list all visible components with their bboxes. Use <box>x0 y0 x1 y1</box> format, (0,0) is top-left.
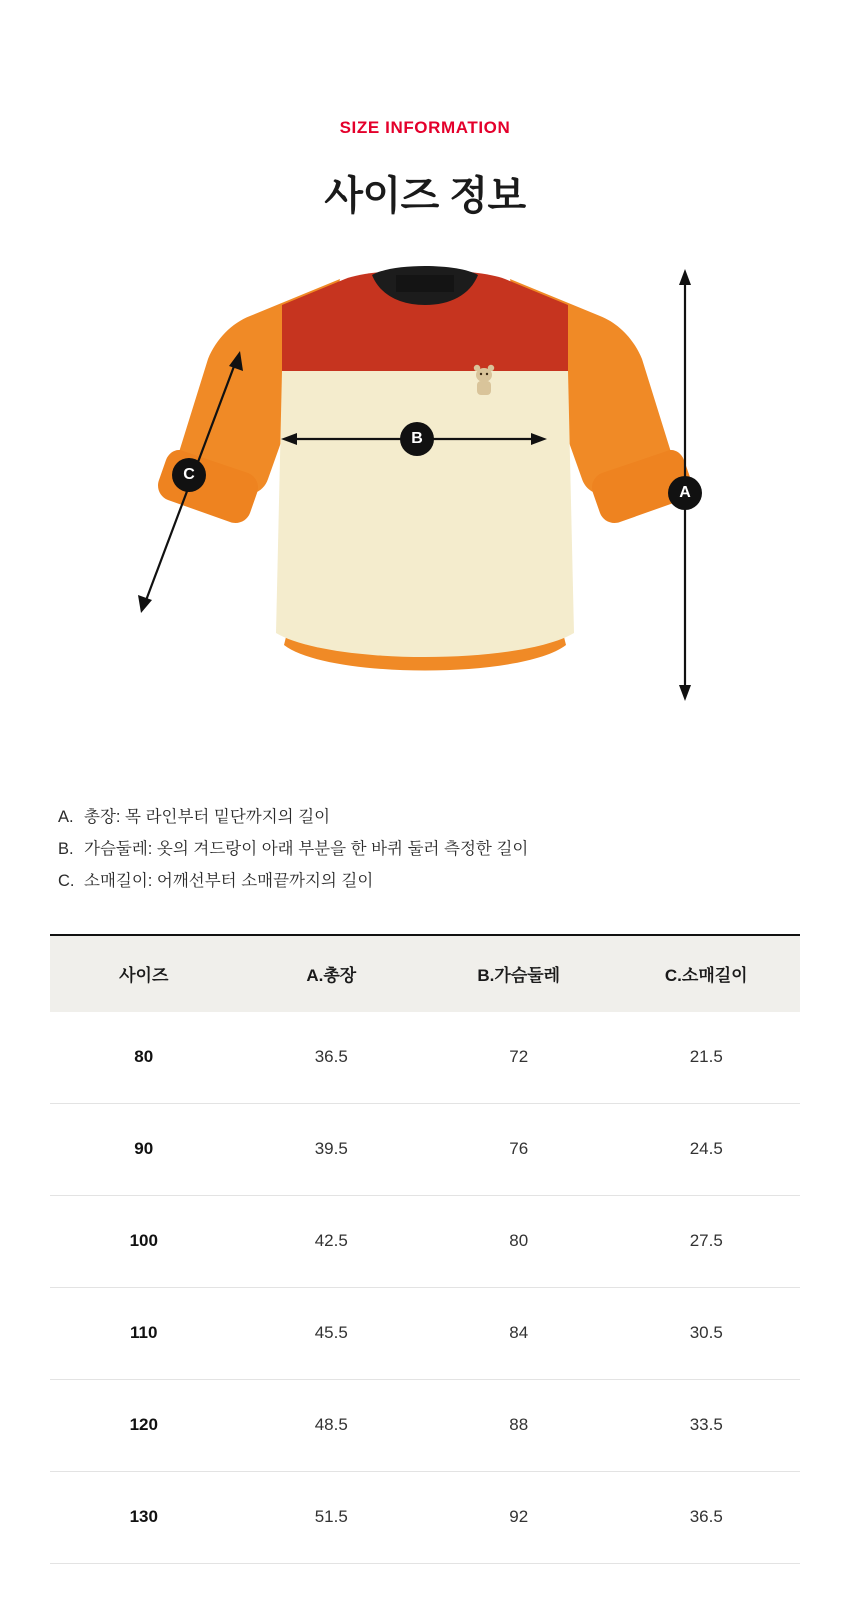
cell-size: 130 <box>50 1471 238 1563</box>
badge-c: C <box>172 458 206 492</box>
column-header-length: A.총장 <box>238 935 426 1012</box>
table-row <box>50 1379 800 1471</box>
body-cream <box>276 371 574 657</box>
arrow-a-head-top <box>679 269 691 285</box>
table-row <box>50 1287 800 1379</box>
cell-chest: 92 <box>425 1471 613 1563</box>
legend-item-a <box>58 801 850 833</box>
column-header-chest: B.가슴둘레 <box>425 935 613 1012</box>
cell-length: 48.5 <box>238 1379 426 1471</box>
cell-chest: 88 <box>425 1379 613 1471</box>
cell-length: 45.5 <box>238 1287 426 1379</box>
cell-size: 100 <box>50 1195 238 1287</box>
sweatshirt-illustration <box>0 261 850 771</box>
cell-chest: 76 <box>425 1103 613 1195</box>
cell-chest: 84 <box>425 1287 613 1379</box>
table-row <box>50 1012 800 1104</box>
size-table-wrapper <box>50 934 800 1564</box>
legend-text-c: 소매길이: 어깨선부터 소매끝까지의 길이 <box>84 872 374 891</box>
legend-key-a: A. <box>58 808 74 826</box>
size-table <box>50 934 800 1564</box>
arrow-a-head-bottom <box>679 685 691 701</box>
cell-sleeve: 30.5 <box>613 1287 801 1379</box>
legend-text-b: 가슴둘레: 옷의 겨드랑이 아래 부분을 한 바퀴 둘러 측정한 길이 <box>84 840 529 859</box>
cell-length: 51.5 <box>238 1471 426 1563</box>
arrow-c-head-bottom <box>138 595 152 613</box>
cell-chest: 72 <box>425 1012 613 1104</box>
legend-item-c <box>58 865 850 897</box>
table-row <box>50 1471 800 1563</box>
neck-label-patch <box>396 275 454 292</box>
legend-item-b <box>58 833 850 865</box>
cell-length: 42.5 <box>238 1195 426 1287</box>
size-table-head <box>50 935 800 1012</box>
column-header-size: 사이즈 <box>50 935 238 1012</box>
table-header-row <box>50 935 800 1012</box>
page-header <box>0 0 850 221</box>
measurement-legend <box>58 801 850 898</box>
cell-size: 80 <box>50 1012 238 1104</box>
cell-length: 39.5 <box>238 1103 426 1195</box>
cell-sleeve: 33.5 <box>613 1379 801 1471</box>
cell-sleeve: 36.5 <box>613 1471 801 1563</box>
badge-b: B <box>400 422 434 456</box>
eyebrow-title: SIZE INFORMATION <box>339 118 511 137</box>
cell-length: 36.5 <box>238 1012 426 1104</box>
legend-key-b: B. <box>58 840 74 859</box>
page-title: 사이즈 정보 <box>324 174 526 218</box>
table-row <box>50 1195 800 1287</box>
badge-a: A <box>668 476 702 510</box>
column-header-sleeve: C.소매길이 <box>613 935 801 1012</box>
product-size-diagram <box>0 261 850 771</box>
legend-text-a: 총장: 목 라인부터 밑단까지의 길이 <box>84 808 331 826</box>
cell-sleeve: 24.5 <box>613 1103 801 1195</box>
cell-sleeve: 21.5 <box>613 1012 801 1104</box>
cell-sleeve: 27.5 <box>613 1195 801 1287</box>
size-table-body <box>50 1012 800 1564</box>
cell-chest: 80 <box>425 1195 613 1287</box>
legend-key-c: C. <box>58 872 75 891</box>
cell-size: 110 <box>50 1287 238 1379</box>
table-row <box>50 1103 800 1195</box>
cell-size: 120 <box>50 1379 238 1471</box>
cell-size: 90 <box>50 1103 238 1195</box>
